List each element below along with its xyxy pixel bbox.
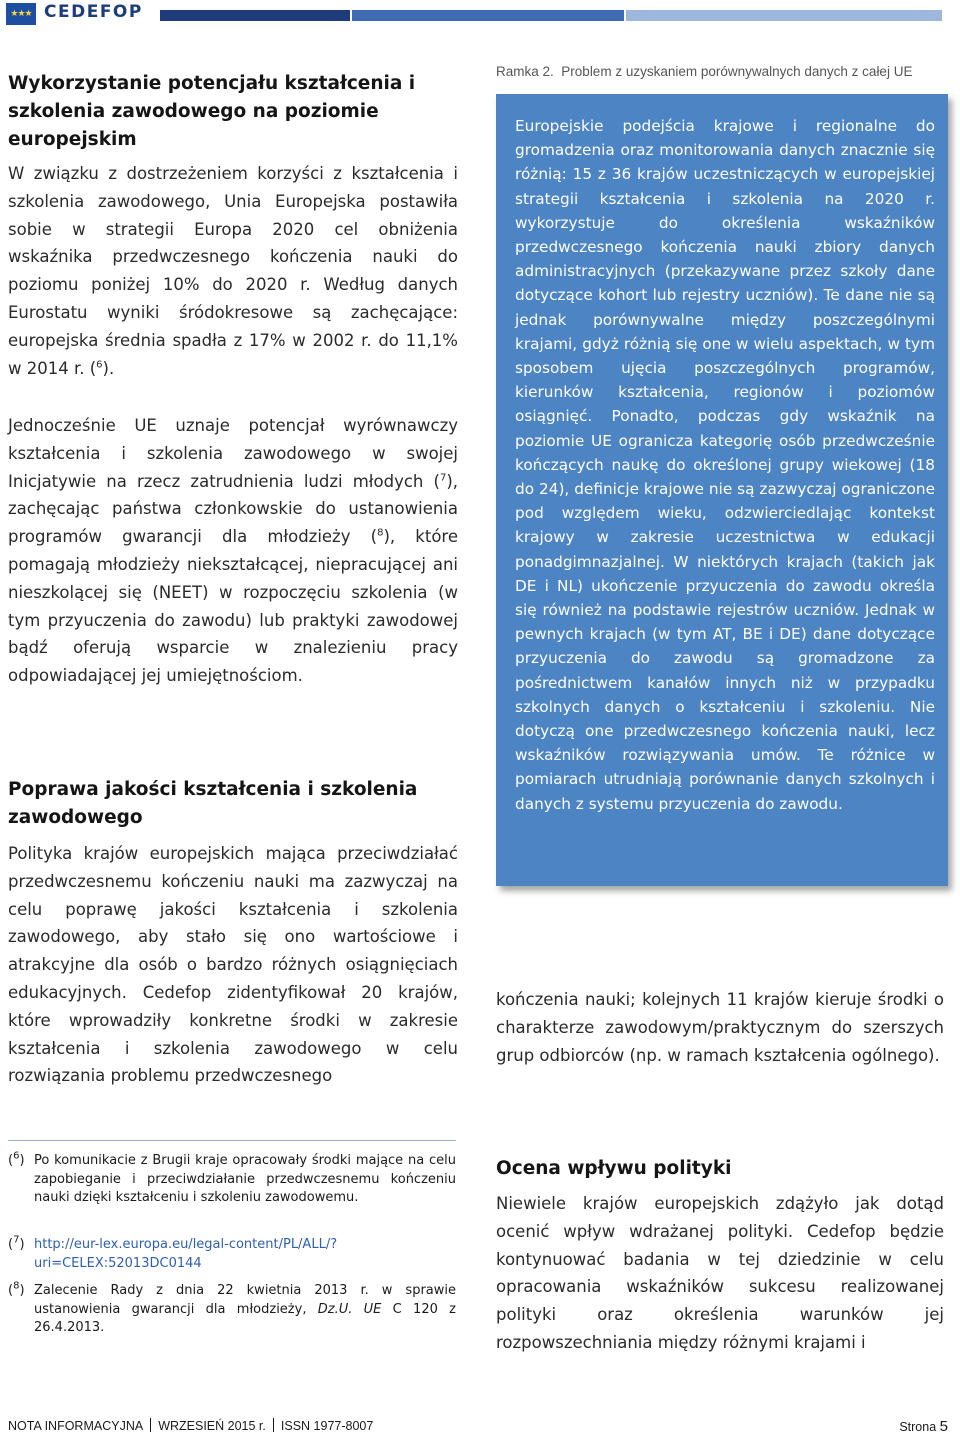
footer-date: WRZESIEŃ 2015 r. (158, 1419, 266, 1433)
box-heading: Problem z uzyskaniem porównywalnych danych z całej UE (561, 64, 913, 79)
box-text: Europejskie podejścia krajowe i regionalne do gromadzenia oraz monitorowania danych znacznie się różnią: 15 z 36 krajów uczestniczących w europejskiej strategii kształcenia i szkolenia na 2020 r. wykorzystuje do określenia wskaźników przedwczesnego kończenia nauki zbiory danych administracyjnych (przekazywane przez szkoły dane dotyczące kohort lub rejestry uczniów). Te dane nie są jednak porównywalne między poszczególnymi krajami, gdyż różnią się one w wielu aspektach, w tym sposobem ujęcia poszczególnych programów, kierunków kształcenia, regionów i poziomów osiągnięć. Ponadto, podczas gdy wskaźnik na poziomie UE ogranicza kategorię osób przedwcześnie kończących naukę do określonej grupy wiekowej (18 do 24), definicje krajowe nie są zazwyczaj ograniczone pod względem wieku, odzwierciedlając kontekst krajowy w zakresie uczestnictwa w edukacji ponadgimnazjalnej. W niektórych krajach (takich jak DE i NL) ukończenie przyuczenia do zawodu określa się również na podstawie rejestrów uczniów. Jednak w pewnych krajach (w tym AT, BE i DE) dane dotyczące przyuczenia do zawodu są gromadzone za pośrednictwem kanałów innych niż w przypadku szkolnych danych o kształceniu i szkoleniu. Nie dotyczą one przedwczesnego kończenia nauki, lecz wskaźników rozwiązywania umów. Te różnice w pomiarach utrudniają porównanie danych szkolnych i danych z systemu przyuczenia do zawodu. (515, 117, 935, 813)
footer-separator (273, 1418, 274, 1432)
paragraph-text: Polityka krajów europejskich mająca przeciwdziałać przedwczesnemu kończeniu nauki ma zazwyczaj na celu poprawę jakości kształcenia i szkolenia zawodowego, aby stało się ono wartościowe i atrakcyjne dla osób o bardzo różnych osiągnięciach edukacyjnych. Cedefop zidentyfikował 20 krajów, które wprowadziły konkretne środki w zakresie kształcenia i szkolenia zawodowego w celu rozwiązania problemu przedwczesnego (8, 844, 458, 1086)
paragraph-text: ), które pomagają młodzieży niekształcącej, niepracującej ani nieszkolącej się (NEET) w rozpoczęciu szkolenia (w tym przyuczenia do zawodu) lub praktyki zawodowej bądź oferują wsparcie w znalezieniu pracy odpowiadającej jej umiejętnościom. (8, 527, 459, 686)
paragraph-text: Niewiele krajów europejskich zdążyło jak dotąd ocenić wpływ wdrażanej polityki. Cedefop będzie kontynuować badania w tej dziedzinie w celu opracowania wskaźników sukcesu realizowanej polityki oraz określenia warunków jej rozpowszechniania między różnymi krajami i (496, 1194, 944, 1352)
right-paragraph (496, 1190, 944, 1357)
info-box (496, 94, 948, 886)
section-heading: Poprawa jakości kształcenia i szkolenia zawodowego (8, 779, 418, 828)
left-heading-2-block (8, 776, 458, 832)
page-number: Strona 5 (899, 1418, 948, 1435)
page-header (0, 0, 960, 30)
section-heading: Ocena wpływu polityki (496, 1158, 732, 1179)
right-continuation (496, 986, 944, 1069)
box-title (496, 64, 912, 79)
footnote-ref: 6 (96, 359, 103, 371)
left-heading-1-block (8, 70, 458, 154)
footnote-link[interactable]: http://eur-lex.europa.eu/legal-content/PL/ALL/?uri=CELEX:52013DC0144 (34, 1237, 338, 1271)
header-strip-light (626, 10, 942, 21)
footer-publication: NOTA INFORMACYJNA (8, 1419, 144, 1433)
cedefop-logo: CEDEFOP (44, 2, 143, 22)
footer-separator (150, 1418, 151, 1432)
footnote-number: ($^7$) (8, 1234, 25, 1252)
box-label: Ramka 2. (496, 64, 554, 79)
left-paragraph-1 (8, 160, 458, 382)
footnote-number: ($^6$) (8, 1150, 25, 1168)
paragraph-text: kończenia nauki; kolejnych 11 krajów kieruje środki o charakterze zawodowym/praktycznym do szerszych grup odbiorców (np. w ramach kształcenia ogólnego). (496, 990, 944, 1065)
left-paragraph-3 (8, 840, 458, 1090)
paragraph-text: Jednocześnie UE uznaje potencjał wyrównawczy kształcenia i szkolenia zawodowego w swojej Inicjatywie na rzecz zatrudnienia ludzi młodych ( (8, 416, 458, 491)
right-heading-block (496, 1155, 944, 1183)
header-strip-mid (352, 10, 624, 21)
paragraph-text: ). (102, 358, 115, 378)
paragraph-text: ), zachęcając państwa członkowskie do ustanowienia programów gwarancji dla młodzieży ( (8, 471, 458, 547)
paragraph-text: W związku z dostrzeżeniem korzyści z kształcenia i szkolenia zawodowego, Unia Europejska postawiła sobie w strategii Europa 2020 cel obniżenia wskaźnika przedwczesnego kończenia nauki do poziomu poniżej 10% do 2020 r. Według danych Eurostatu wyniki śródokresowe są zachęcające: europejska średnia spadła z 17% w 2002 r. do 11,1% w 2014 r. ( (8, 164, 458, 378)
left-paragraph-2 (8, 412, 458, 690)
footnote-7 (8, 1236, 458, 1276)
footnote-ref: 8 (377, 527, 384, 539)
page-footer (8, 1418, 948, 1438)
footnote-text: Zalecenie Rady z dnia 22 kwietnia 2013 r. w sprawie ustanowienia gwarancji dla młodzieży, Dz.U. UE C 120 z 26.4.2013. (34, 1283, 456, 1335)
header-strip-dark (160, 10, 350, 21)
footnote-text: Po komunikacie z Brugii kraje opracowały środki mające na celu zapobieganie i przeciwdziałanie przedwczesnemu kończeniu nauki dzięki kształceniu i szkoleniu zawodowemu. (34, 1153, 456, 1205)
footnote-8 (8, 1282, 458, 1340)
eu-flag-icon: ★★★ (6, 3, 36, 25)
footnote-6 (8, 1152, 458, 1228)
footnote-number: ($^8$) (8, 1280, 25, 1298)
footnote-ref: 7 (439, 472, 447, 484)
footer-issn: ISSN 1977-8007 (280, 1419, 374, 1433)
section-heading: Wykorzystanie potencjału kształcenia i szkolenia zawodowego na poziomie europejskim (8, 73, 416, 150)
footnote-divider (8, 1140, 456, 1141)
